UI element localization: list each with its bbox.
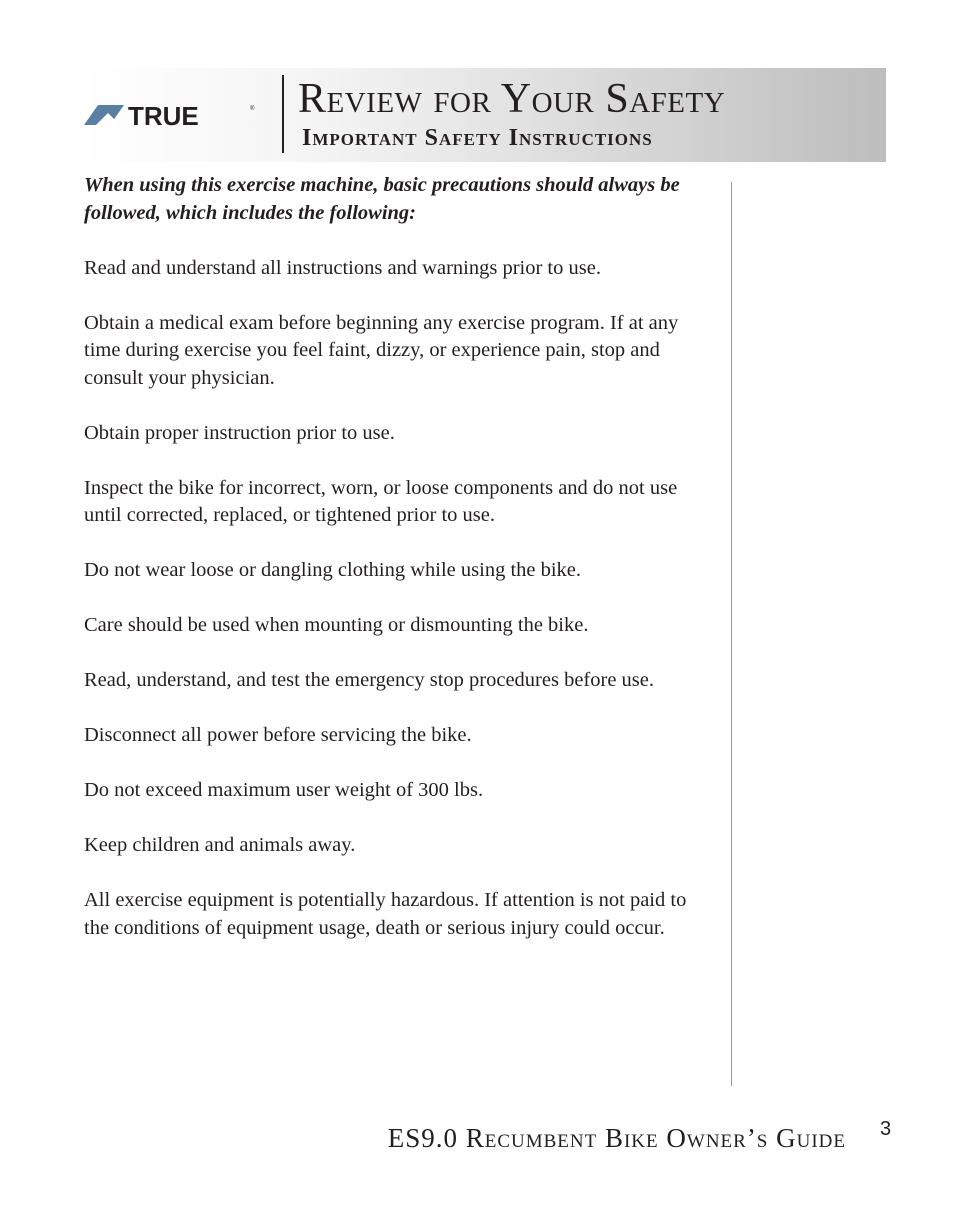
page-subtitle: Important Safety Instructions — [302, 125, 653, 151]
instruction-paragraph: Keep children and animals away. — [84, 834, 356, 856]
side-rule — [731, 182, 732, 1086]
true-logo — [84, 101, 256, 131]
instruction-paragraph: Do not exceed maximum user weight of 300 lbs. — [84, 779, 484, 801]
page-number: 3 — [880, 1118, 892, 1140]
instruction-paragraph: All exercise equipment is potentially hazardous. If attention is not paid to the conditions of equipment usage, death or serious injury could occur. — [84, 889, 687, 939]
instruction-paragraph: Disconnect all power before servicing the bike. — [84, 724, 472, 746]
instruction-paragraph: Read, understand, and test the emergency stop procedures before use. — [84, 669, 655, 691]
logo-text: TRUE — [128, 101, 199, 131]
instruction-paragraph: Read and understand all instructions and warnings prior to use. — [84, 256, 601, 279]
instruction-paragraph: Do not wear loose or dangling clothing while using the bike. — [84, 559, 582, 581]
instruction-paragraph: Obtain a medical exam before beginning any exercise program. If at any time during exercise you feel faint, dizzy, or experience pain, stop and consult your physician. — [84, 311, 679, 389]
instruction-paragraph: Care should be used when mounting or dismounting the bike. — [84, 614, 589, 636]
footer-guide-title: ES9.0 Recumbent Bike Owner’s Guide — [387, 1123, 846, 1153]
instruction-paragraph: Obtain proper instruction prior to use. — [84, 421, 395, 444]
page-title: Review for Your Safety — [298, 76, 726, 122]
header-divider — [282, 75, 284, 153]
safety-instructions — [84, 172, 716, 970]
intro-paragraph: When using this exercise machine, basic precautions should always be followed, which includes the following: — [84, 174, 680, 224]
instruction-paragraph: Inspect the bike for incorrect, worn, or loose components and do not use until corrected, replaced, or tightened prior to use. — [84, 476, 678, 526]
svg-text:®: ® — [250, 106, 255, 112]
